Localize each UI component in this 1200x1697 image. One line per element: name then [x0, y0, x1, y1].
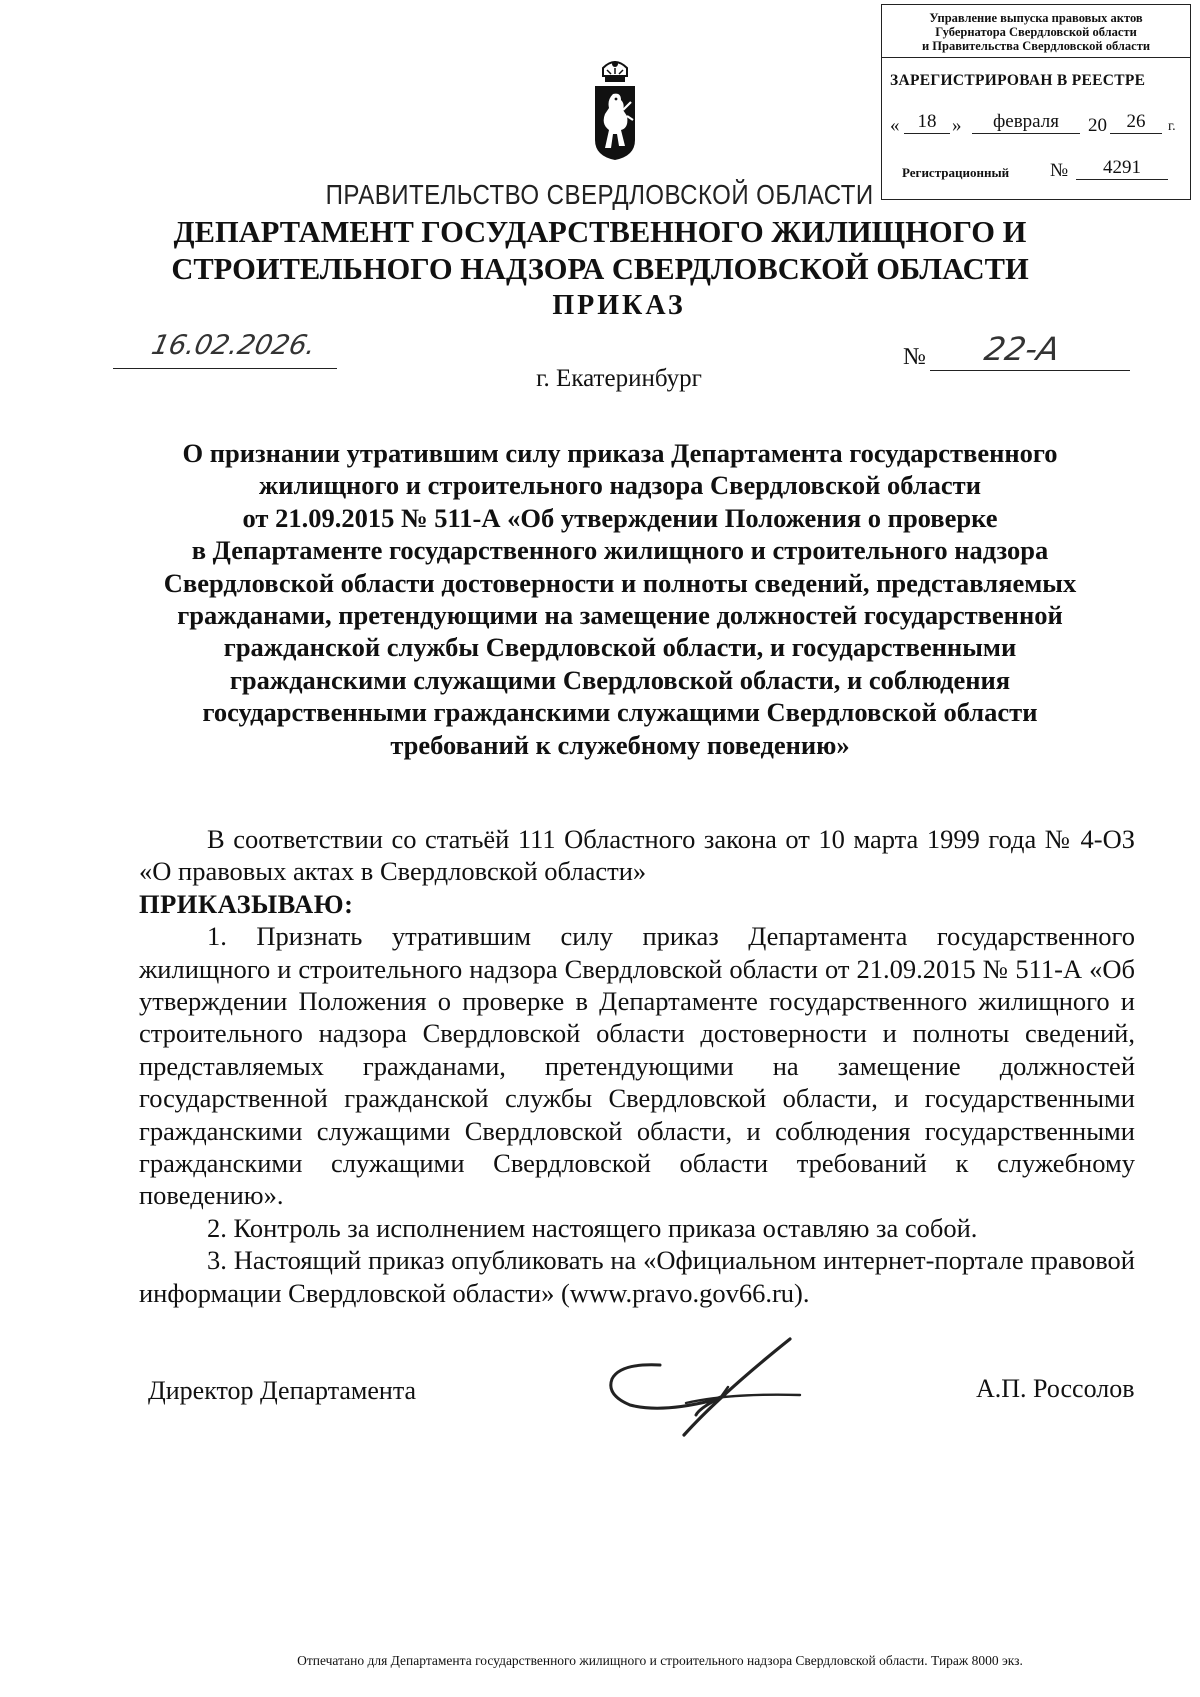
order-body — [139, 823, 1135, 1309]
title-line: Свердловской области достоверности и полноты сведений, представляемых — [163, 567, 1077, 598]
stamp-date — [890, 111, 1186, 141]
order-title — [120, 437, 1120, 761]
order-item-3: 3. Настоящий приказ опубликовать на «Официальном интернет-портале правовой информации Свердловской области» (www.pravo.gov66.ru). — [139, 1245, 1135, 1308]
title-line: государственными гражданскими служащими Свердловской области — [202, 697, 1038, 728]
government-name: ПРАВИТЕЛЬСТВО СВЕРДЛОВСКОЙ ОБЛАСТИ — [325, 179, 875, 210]
stamp-authority-line: Управление выпуска правовых актов — [929, 11, 1143, 25]
title-line: О признании утратившим силу приказа Департамента государственного — [182, 438, 1058, 468]
order-item-1: 1. Признать утратившим силу приказ Департамента государственного жилищного и строительного надзора Свердловской области от 21.09.2015 № 511-А «Об утверждении Положения о проверке в Департаменте государственного жилищного и строительного надзора Свердловской области достоверности и полноты сведений, представляемых гражданами, претендующими на замещение должностей государственной гражданской службы Свердловской области, и государственными гражданскими служащими Свердловской области, и соблюдения государственными гражданскими служащими Свердловской области требований к служебному поведению». — [139, 921, 1135, 1211]
handwritten-date: 16.02.2026. — [148, 330, 319, 361]
signatory-position: Директор Департамента — [148, 1376, 417, 1405]
stamp-authority-line: Губернатора Свердловской области — [935, 25, 1137, 39]
stamp-day: 18 — [904, 111, 950, 134]
handwritten-signature-icon — [600, 1335, 840, 1445]
stamp-month: февраля — [972, 111, 1080, 134]
preamble-paragraph: В соответствии со статьёй 111 Областного закона от 10 марта 1999 года № 4-ОЗ «О правовых актах в Свердловской области» — [139, 824, 1135, 887]
department-name — [100, 214, 1100, 288]
stamp-authority — [882, 5, 1190, 58]
title-line: гражданской службы Свердловской области, и государственными — [223, 632, 1017, 663]
city: г. Екатеринбург — [536, 365, 702, 392]
title-line: в Департаменте государственного жилищного и строительного надзора — [191, 535, 1049, 566]
title-line: гражданами, претендующими на замещение должностей государственной — [177, 600, 1063, 631]
stamp-year-prefix: 20 — [1088, 115, 1107, 136]
title-line: жилищного и строительного надзора Свердловской области — [259, 470, 981, 501]
stamp-reg-number: 4291 — [1076, 157, 1168, 180]
stamp-reg-no-sign: № — [1050, 160, 1069, 181]
handwritten-order-number: 22-А — [981, 330, 1063, 368]
stamp-reg-label: Регистрационный — [902, 165, 1010, 180]
registration-stamp — [881, 4, 1191, 200]
signatory-name: А.П. Россолов — [976, 1374, 1135, 1403]
coat-of-arms-icon — [591, 58, 639, 162]
title-line: требований к служебному поведению» — [390, 729, 850, 760]
stamp-year-abbr: г. — [1168, 119, 1176, 134]
stamp-open-quote: « — [890, 115, 900, 136]
order-word: ПРИКАЗЫВАЮ: — [139, 888, 354, 919]
title-line: гражданскими служащими Свердловской области, и соблюдения — [229, 664, 1011, 695]
department-name-line: ДЕПАРТАМЕНТ ГОСУДАРСТВЕННОГО ЖИЛИЩНОГО И — [173, 215, 1027, 249]
document-type: ПРИКАЗ — [552, 290, 686, 321]
title-line: от 21.09.2015 № 511-А «Об утверждении Положения о проверке — [242, 502, 998, 533]
stamp-close-quote: » — [952, 115, 962, 136]
order-item-2: 2. Контроль за исполнением настоящего приказа оставляю за собой. — [207, 1212, 978, 1243]
order-number-sign: № — [903, 344, 926, 370]
stamp-authority-line: и Правительства Свердловской области — [921, 39, 1151, 53]
stamp-registered-label: ЗАРЕГИСТРИРОВАН В РЕЕСТРЕ — [890, 72, 1146, 89]
department-name-line: СТРОИТЕЛЬНОГО НАДЗОРА СВЕРДЛОВСКОЙ ОБЛАСТИ — [171, 252, 1029, 286]
stamp-year-suffix: 26 — [1110, 111, 1162, 134]
print-footer: Отпечатано для Департамента государственного жилищного и строительного надзора Свердловской области. Тираж 8000 экз. — [297, 1653, 1023, 1668]
